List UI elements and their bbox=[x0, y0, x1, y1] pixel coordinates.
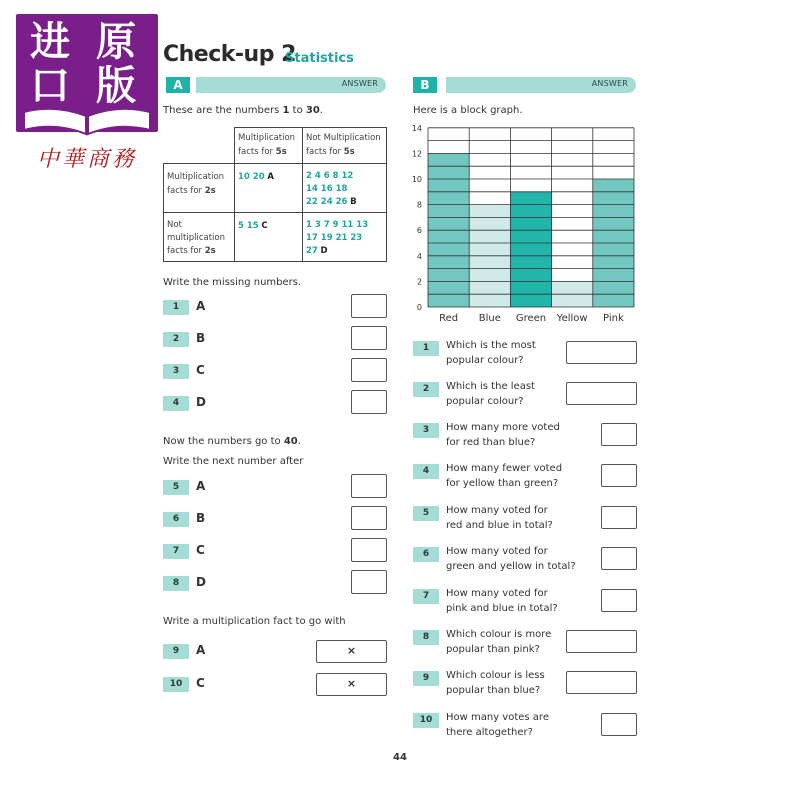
question-number: 2 bbox=[163, 332, 189, 347]
section-b-intro: Here is a block graph. bbox=[413, 105, 523, 116]
table-cell: 5 15 C bbox=[235, 213, 303, 262]
multiply-symbol: × bbox=[346, 644, 357, 657]
logo-char: 原 bbox=[96, 18, 136, 65]
y-tick-label: 8 bbox=[416, 200, 422, 210]
table-cell: 2 4 6 8 12 14 16 18 22 24 26 B bbox=[303, 164, 387, 213]
answer-box[interactable] bbox=[316, 640, 387, 663]
question-number: 10 bbox=[413, 713, 439, 728]
answer-box[interactable] bbox=[601, 506, 637, 529]
answer-box[interactable] bbox=[351, 506, 387, 530]
table-row-header: Not multiplication facts for 2s bbox=[164, 213, 235, 262]
question-number: 1 bbox=[413, 341, 439, 356]
next-prompt-2: Write the next number after bbox=[163, 456, 304, 467]
answer-box[interactable] bbox=[566, 630, 637, 653]
answer-box[interactable] bbox=[351, 358, 387, 382]
question-label: A bbox=[196, 299, 206, 313]
page-number: 44 bbox=[393, 752, 407, 763]
answer-box[interactable] bbox=[351, 390, 387, 414]
question-label: C bbox=[196, 543, 205, 557]
table-cell: 1 3 7 9 11 13 17 19 21 23 27 D bbox=[303, 213, 387, 262]
table-corner bbox=[164, 128, 235, 164]
answer-box[interactable] bbox=[566, 382, 637, 405]
bar-green bbox=[510, 192, 551, 307]
question-number: 9 bbox=[413, 671, 439, 686]
question-text: Which colour is more popular than pink? bbox=[446, 629, 552, 655]
question-number: 5 bbox=[163, 480, 189, 495]
section-b-badge: B bbox=[413, 77, 437, 93]
answer-box[interactable] bbox=[351, 474, 387, 498]
y-tick-label: 4 bbox=[416, 251, 422, 261]
x-tick-label: Green bbox=[515, 313, 547, 324]
question-number: 4 bbox=[413, 464, 439, 479]
y-tick-label: 10 bbox=[411, 175, 422, 184]
missing-prompt: Write the missing numbers. bbox=[163, 277, 302, 288]
table-row-header: Multiplication facts for 2s bbox=[164, 164, 235, 213]
question-number: 7 bbox=[163, 544, 189, 559]
answer-box[interactable] bbox=[351, 538, 387, 562]
x-tick-label: Pink bbox=[603, 313, 624, 324]
section-a-badge: A bbox=[166, 77, 190, 93]
logo-caption: 中華商務 bbox=[36, 147, 137, 172]
question-number: 9 bbox=[163, 644, 189, 659]
question-number: 3 bbox=[413, 423, 439, 438]
x-tick-label: Blue bbox=[478, 313, 501, 324]
table-col-header: Multiplication facts for 5s bbox=[235, 128, 303, 164]
answer-box[interactable] bbox=[601, 423, 637, 446]
question-number: 6 bbox=[413, 547, 439, 562]
section-a-answer-bar bbox=[196, 77, 386, 93]
answer-box[interactable] bbox=[351, 570, 387, 594]
page-subtitle: Statistics bbox=[285, 51, 354, 66]
y-tick-label: 6 bbox=[416, 226, 422, 236]
y-tick-label: 2 bbox=[416, 277, 422, 287]
question-label: D bbox=[196, 395, 206, 409]
question-label: C bbox=[196, 363, 205, 377]
question-label: C bbox=[196, 676, 205, 690]
logo-char: 口 bbox=[30, 62, 70, 109]
fact-prompt: Write a multiplication fact to go with bbox=[163, 616, 346, 627]
question-label: A bbox=[196, 479, 206, 493]
table-col-header: Not Multiplication facts for 5s bbox=[303, 128, 387, 164]
question-label: B bbox=[196, 331, 206, 345]
question-text: Which colour is less popular than blue? bbox=[446, 670, 545, 696]
answer-box[interactable] bbox=[566, 341, 637, 364]
question-number: 4 bbox=[163, 396, 189, 411]
question-label: B bbox=[196, 511, 206, 525]
question-number: 8 bbox=[163, 576, 189, 591]
question-number: 2 bbox=[413, 382, 439, 397]
book-icon bbox=[20, 106, 154, 136]
question-label: A bbox=[196, 643, 206, 657]
answer-box[interactable] bbox=[351, 294, 387, 318]
next-prompt: Now the numbers go to 40. bbox=[163, 436, 301, 447]
answer-label: ANSWER bbox=[341, 79, 378, 88]
page-title: Check-up 2 bbox=[163, 42, 296, 67]
facts-table bbox=[163, 127, 387, 262]
question-number: 5 bbox=[413, 506, 439, 521]
logo-char: 版 bbox=[96, 62, 136, 109]
y-tick-label: 14 bbox=[411, 123, 422, 133]
answer-label: ANSWER bbox=[591, 79, 628, 88]
y-tick-label: 12 bbox=[411, 149, 422, 159]
question-text: How many voted for red and blue in total? bbox=[446, 505, 553, 531]
answer-box[interactable] bbox=[601, 464, 637, 487]
x-tick-label: Yellow bbox=[556, 313, 588, 324]
answer-box[interactable] bbox=[601, 589, 637, 612]
question-text: How many voted for pink and blue in total? bbox=[446, 588, 558, 614]
x-tick-label: Red bbox=[439, 313, 459, 324]
section-a-intro: These are the numbers 1 to 30. bbox=[163, 105, 323, 116]
y-tick-label: 0 bbox=[416, 303, 422, 312]
publisher-logo bbox=[16, 14, 158, 174]
table-cell: 10 20 A bbox=[235, 164, 303, 213]
question-number: 3 bbox=[163, 364, 189, 379]
answer-box[interactable] bbox=[601, 713, 637, 736]
question-text: How many voted for green and yellow in total? bbox=[446, 546, 576, 572]
block-graph bbox=[408, 120, 648, 330]
question-number: 6 bbox=[163, 512, 189, 527]
question-number: 10 bbox=[163, 677, 189, 692]
logo-char: 进 bbox=[30, 18, 70, 65]
answer-box[interactable] bbox=[566, 671, 637, 694]
question-label: D bbox=[196, 575, 206, 589]
question-number: 8 bbox=[413, 630, 439, 645]
section-b-answer-bar bbox=[446, 77, 636, 93]
answer-box[interactable] bbox=[351, 326, 387, 350]
question-text: How many more voted for red than blue? bbox=[446, 422, 560, 448]
answer-box[interactable] bbox=[601, 547, 637, 570]
answer-box[interactable] bbox=[316, 673, 387, 696]
question-text: Which is the least popular colour? bbox=[446, 381, 535, 407]
question-text: How many fewer voted for yellow than green? bbox=[446, 463, 563, 489]
question-number: 7 bbox=[413, 589, 439, 604]
question-text: Which is the most popular colour? bbox=[446, 340, 536, 366]
question-number: 1 bbox=[163, 300, 189, 315]
multiply-symbol: × bbox=[346, 677, 357, 690]
question-text: How many votes are there altogether? bbox=[446, 712, 549, 738]
